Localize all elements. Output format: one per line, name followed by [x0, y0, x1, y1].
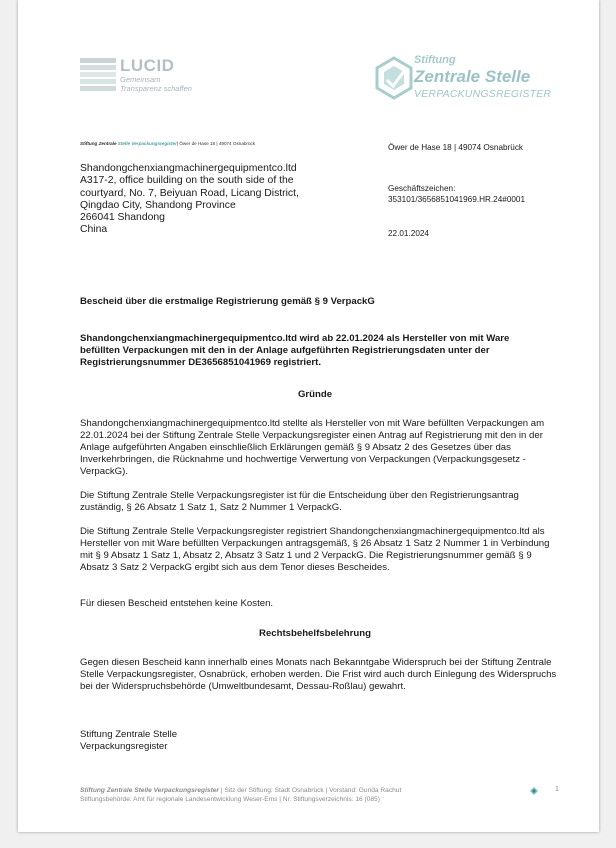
lucid-name: LUCID	[120, 56, 175, 75]
info-address: Öwer de Hase 18 | 49074 Osnabrück	[388, 143, 524, 152]
paragraph: Shandongchenxiangmachinergequipmentco.ltd stellte als Hersteller von mit Ware befüllten Verpackungen am 22.01.2024 bei der Stiftung Zentrale Stelle Verpackungsregister einen Antrag auf Registrierung mit den in der Anlage aufgeführten Angaben einschließlich Erklärungen gemäß § 9 Absatz 2 des Gesetzes über das Inverkehrbringen, die Rücknahme und hochwertige Verwertung von Verpackungen (Verpackungsgesetz - VerpackG).	[80, 418, 545, 477]
signature-line-1: Stiftung Zentrale Stelle	[80, 729, 178, 740]
lucid-stripes-icon	[78, 56, 118, 94]
recipient-address	[80, 163, 330, 237]
footer-org: Stiftung Zentrale Stelle Verpackungsregister	[80, 787, 219, 794]
gruende-title: Gründe	[297, 389, 333, 400]
signature-block	[80, 729, 177, 753]
reference-value: 353101/3656851041969.HR.24#0001	[388, 195, 526, 204]
zsvr-line-2: Zentrale Stelle	[414, 67, 531, 86]
sender-rest: | Öwer de Hase 18 | 49074 Osnabrück	[176, 141, 256, 146]
zsvr-line-3: VERPACKUNGSREGISTER	[414, 88, 552, 100]
page-number: 1	[555, 786, 559, 793]
paragraph: Die Stiftung Zentrale Stelle Verpackungsregister ist für die Entscheidung über den Registrierungsantrag zuständig, § 26 Absatz 1 Satz 1, Satz 2 Nummer 1 VerpackG.	[80, 490, 519, 513]
rechtsbehelf-title: Rechtsbehelfsbelehrung	[259, 628, 371, 639]
footer-line-1: | Sitz der Stiftung: Stadt Osnabrück | Vorstand: Gunda Rachut	[220, 787, 402, 794]
lucid-tagline-2: Transparenz schaffen	[120, 84, 192, 93]
paragraph: Die Stiftung Zentrale Stelle Verpackungsregister registriert Shandongchenxiangmachinergequipmentco.ltd als Hersteller von mit Ware befüllten Verpackungen antragsgemäß, § 26 Absatz 1 Satz 2 Nummer 1 in Verbindung mit § 9 Absatz 1 Satz 1, Absatz 2, Absatz 3 Satz 1 und 2 VerpackG. Die Registrierungsnummer gemäß § 9 Absatz 3 Satz 2 VerpackG ergibt sich aus dem Tenor dieses Bescheides.	[80, 526, 550, 573]
sender-part-2: Stelle	[117, 141, 131, 146]
recipient-line: Shandongchenxiangmachinergequipmentco.ltd	[80, 163, 297, 174]
document-page	[18, 0, 599, 832]
recipient-line: Qingdao City, Shandong Province	[80, 199, 236, 211]
reference-label: Geschäftszeichen:	[388, 184, 456, 193]
page-footer	[80, 786, 401, 804]
recipient-line: 266041 Shandong	[80, 212, 165, 224]
footer-line-2: Stiftungsbehörde: Amt für regionale Landesentwicklung Weser-Ems | Nr. Stiftungsverzeichnis: 16 (085)	[80, 796, 380, 803]
recipient-line: China	[80, 224, 108, 236]
sender-return-line	[80, 141, 255, 146]
zsvr-logo	[374, 52, 564, 102]
footer-emblem-icon	[530, 787, 538, 795]
signature-line-2: Verpackungsregister	[80, 741, 168, 752]
sender-part-3: Verpackungsregister	[131, 141, 177, 146]
recipient-line: courtyard, No. 7, Beiyuan Road, Licang District,	[80, 187, 299, 199]
lucid-tagline-1: Gemeinsam	[120, 75, 161, 84]
lucid-logo	[78, 54, 208, 94]
document-heading: Bescheid über die erstmalige Registrierung gemäß § 9 VerpackG	[80, 296, 375, 307]
paragraph: Für diesen Bescheid entstehen keine Kosten.	[80, 598, 274, 609]
document-date: 22.01.2024	[388, 229, 429, 238]
decision-tenor: Shandongchenxiangmachinergequipmentco.ltd wird ab 22.01.2024 als Hersteller von mit Ware befüllten Verpackungen mit den in der Anlage aufgeführten Registrierungsdaten unter der Registrierungsnummer DE3656851041969 registriert.	[80, 333, 510, 368]
recipient-line: A317-2, office building on the south side of the	[80, 175, 294, 187]
rechtsbehelf-text: Gegen diesen Bescheid kann innerhalb eines Monats nach Bekanntgabe Widerspruch bei der Stiftung Zentrale Stelle Verpackungsregister, Osnabrück, erhoben werden. Die Frist wird auch durch Einlegung des Widerspruchs bei der Widerspruchsbehörde (Umweltbundesamt, Dessau-Roßlau) gewahrt.	[80, 657, 557, 692]
zsvr-line-1: Stiftung	[414, 54, 456, 66]
zsvr-emblem-icon	[374, 56, 414, 100]
sender-part-1: Stiftung Zentrale	[80, 141, 117, 146]
